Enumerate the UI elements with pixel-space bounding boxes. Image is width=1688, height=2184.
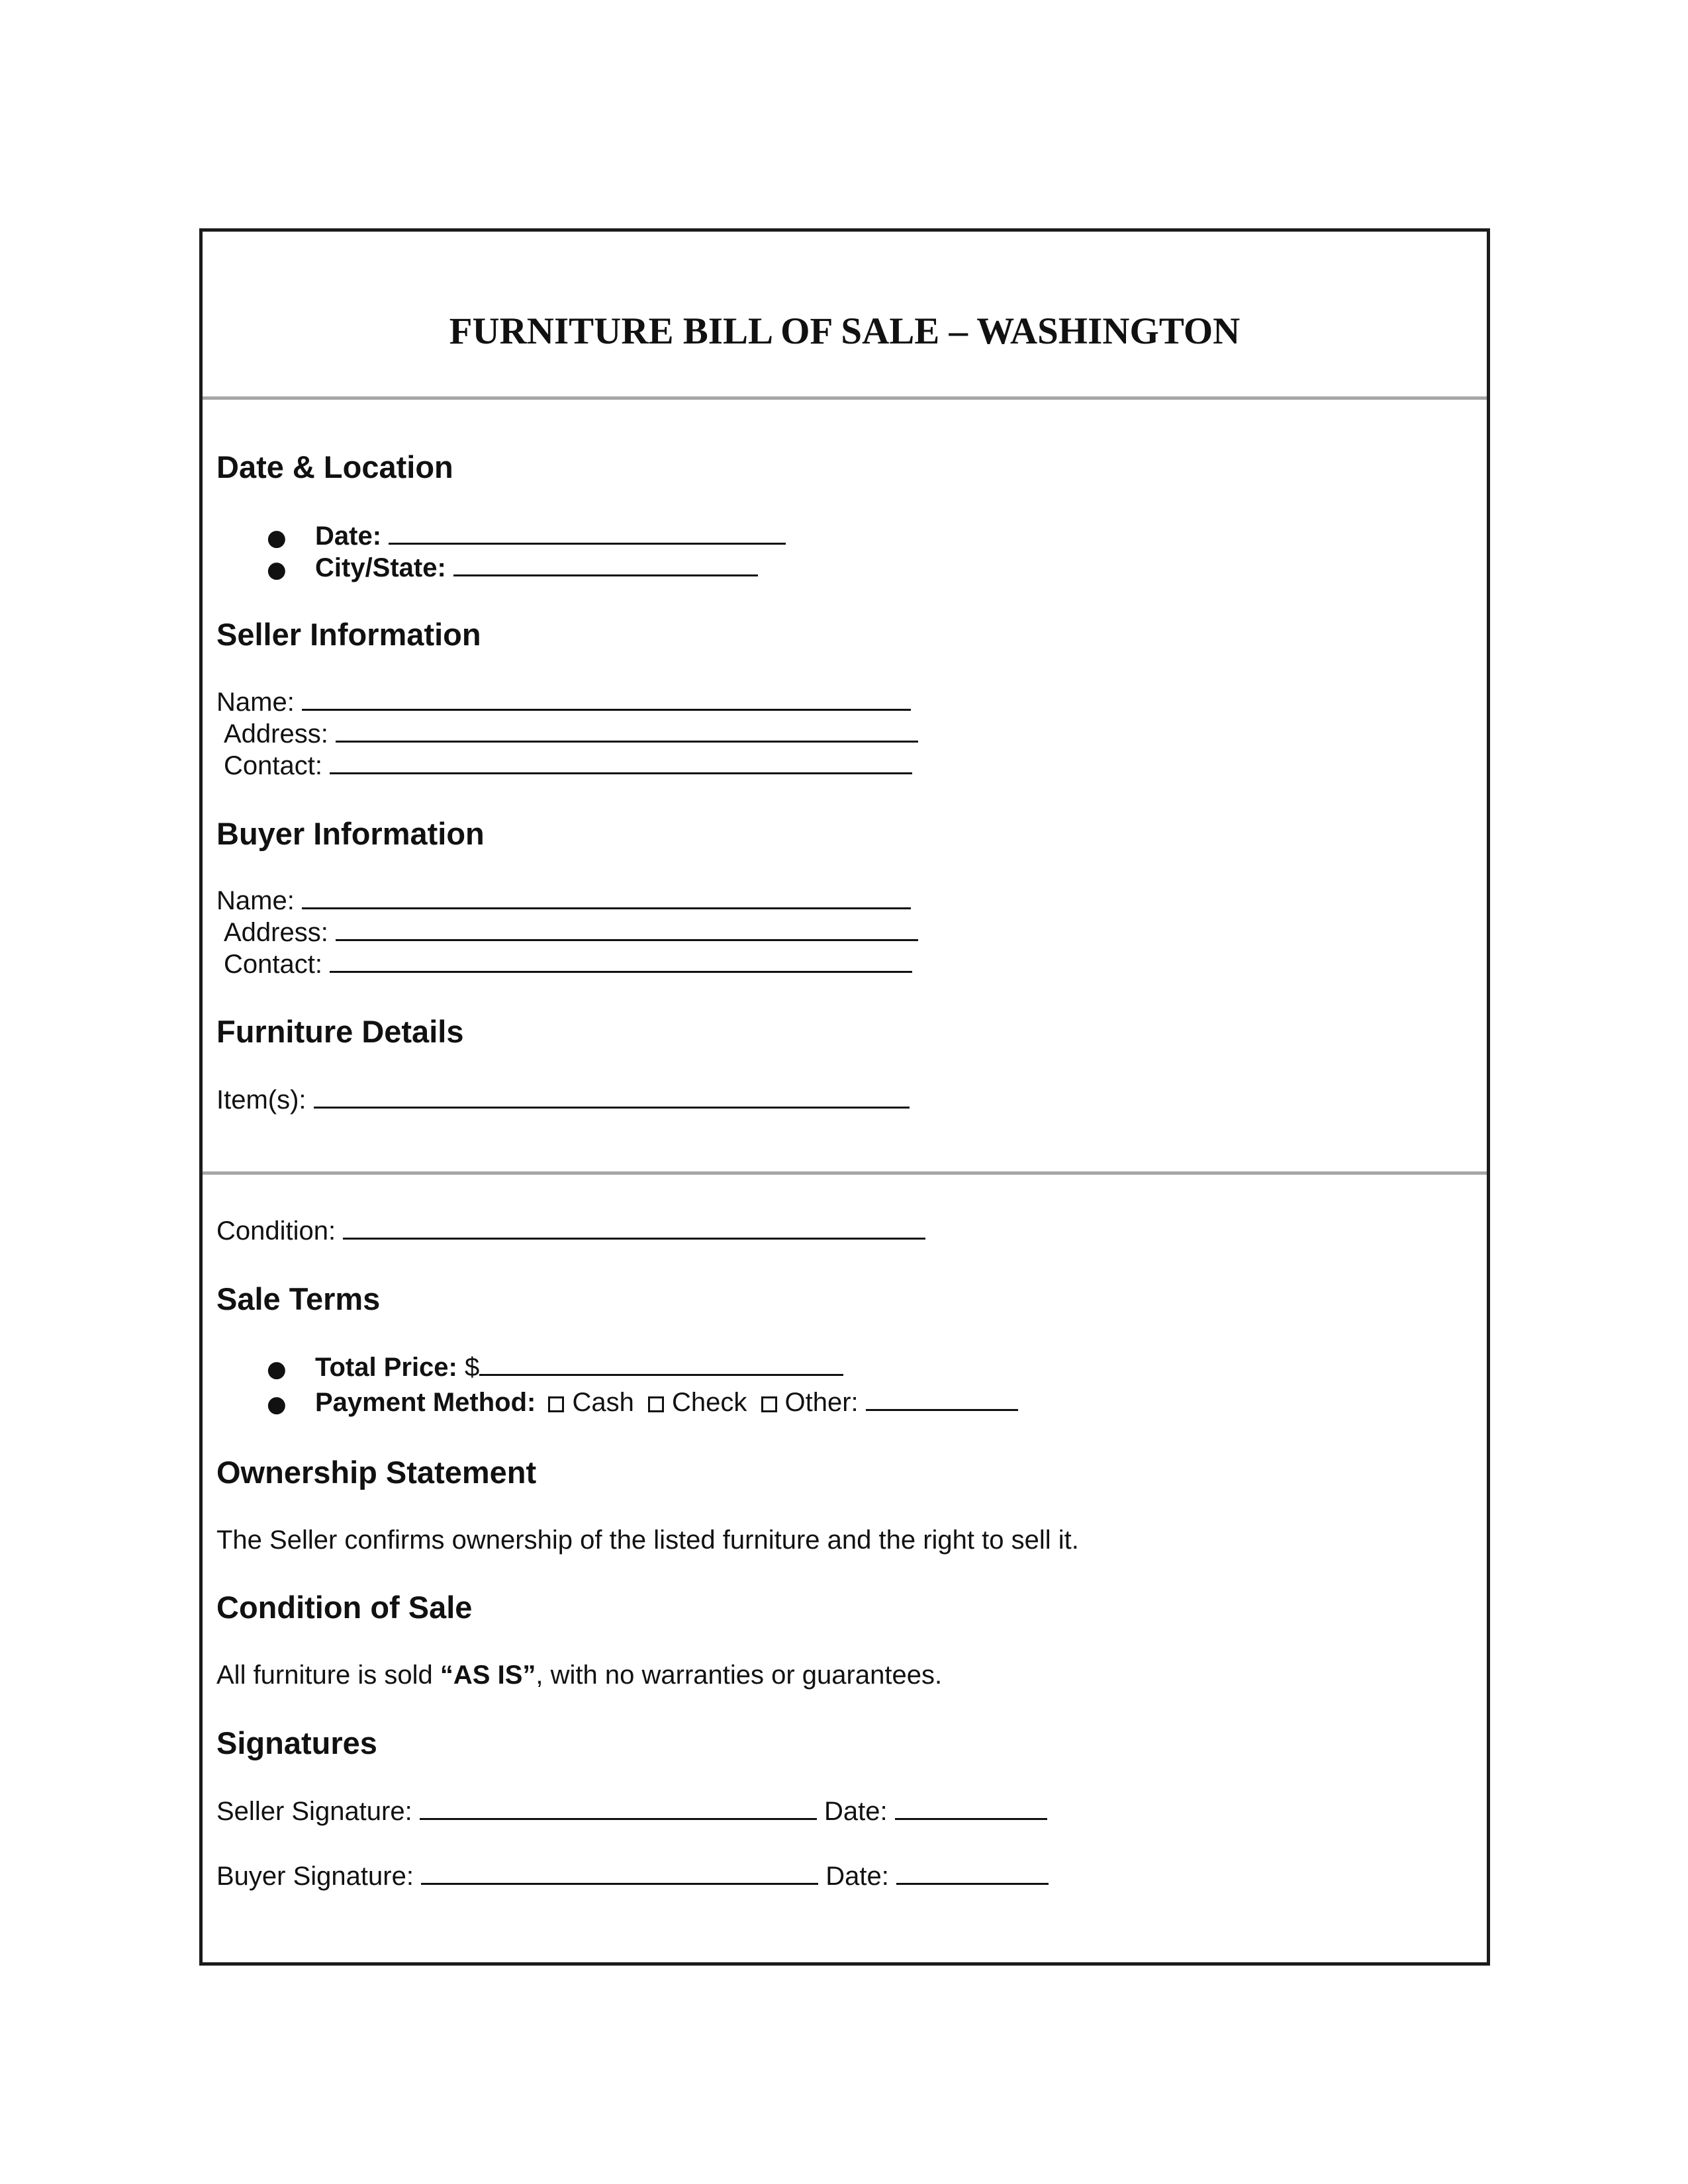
checkbox-icon[interactable] bbox=[548, 1396, 564, 1412]
bullet-icon: ● bbox=[267, 1391, 287, 1418]
city-state-label: City/State: bbox=[315, 553, 446, 582]
total-price-label: Total Price: bbox=[315, 1353, 457, 1382]
date-field bbox=[315, 523, 786, 549]
total-price-field bbox=[315, 1354, 843, 1381]
buyer-signature-date-input-line[interactable] bbox=[896, 1882, 1049, 1885]
seller-contact-field bbox=[224, 752, 912, 779]
condition-of-sale-text: All furniture is sold “AS IS”, with no warranties or guarantees. bbox=[216, 1661, 943, 1690]
seller-address-input-line[interactable] bbox=[336, 740, 918, 743]
seller-name-field bbox=[216, 689, 911, 715]
currency-symbol: $ bbox=[465, 1353, 480, 1382]
payment-option-cash[interactable]: Cash bbox=[548, 1388, 633, 1417]
city-state-input-line[interactable] bbox=[453, 574, 758, 576]
payment-option-other[interactable]: Other: bbox=[761, 1388, 859, 1417]
payment-option-check[interactable]: Check bbox=[648, 1388, 747, 1417]
buyer-signature-date-label: Date: bbox=[825, 1862, 889, 1891]
total-price-input-line[interactable] bbox=[479, 1373, 843, 1376]
seller-name-label: Name: bbox=[216, 688, 295, 717]
divider bbox=[203, 396, 1487, 400]
payment-method-field bbox=[315, 1389, 1018, 1416]
section-heading-condition-of-sale: Condition of Sale bbox=[216, 1590, 473, 1625]
condition-input-line[interactable] bbox=[343, 1237, 925, 1240]
bullet-icon: ● bbox=[267, 557, 287, 583]
items-input-line[interactable] bbox=[314, 1106, 910, 1109]
section-heading-sale-terms: Sale Terms bbox=[216, 1281, 381, 1316]
as-is-emphasis: “AS IS” bbox=[440, 1661, 536, 1690]
buyer-address-label: Address: bbox=[224, 918, 328, 947]
bullet-icon: ● bbox=[267, 1356, 287, 1383]
checkbox-icon[interactable] bbox=[761, 1396, 777, 1412]
bill-of-sale-form bbox=[199, 228, 1490, 1966]
checkbox-icon[interactable] bbox=[648, 1396, 664, 1412]
seller-name-input-line[interactable] bbox=[302, 708, 911, 711]
buyer-signature-field bbox=[216, 1863, 1049, 1889]
payment-method-label: Payment Method: bbox=[315, 1388, 536, 1417]
buyer-contact-field bbox=[224, 951, 912, 978]
section-heading-furniture: Furniture Details bbox=[216, 1014, 464, 1049]
section-heading-signatures: Signatures bbox=[216, 1725, 377, 1760]
seller-address-label: Address: bbox=[224, 719, 328, 749]
items-field bbox=[216, 1087, 910, 1113]
city-state-field bbox=[315, 555, 758, 581]
buyer-signature-input-line[interactable] bbox=[421, 1882, 818, 1885]
buyer-address-input-line[interactable] bbox=[336, 938, 918, 941]
form-title: FURNITURE BILL OF SALE – WASHINGTON bbox=[449, 310, 1241, 352]
seller-address-field bbox=[224, 721, 918, 747]
bullet-icon: ● bbox=[267, 525, 287, 551]
section-heading-seller: Seller Information bbox=[216, 617, 481, 652]
date-label: Date: bbox=[315, 522, 382, 551]
ownership-statement-text: The Seller confirms ownership of the listed furniture and the right to sell it. bbox=[216, 1525, 1079, 1555]
buyer-name-field bbox=[216, 887, 911, 914]
condition-field bbox=[216, 1218, 925, 1244]
buyer-address-field bbox=[224, 919, 918, 946]
seller-signature-field bbox=[216, 1798, 1047, 1825]
divider bbox=[203, 1171, 1487, 1175]
section-heading-buyer: Buyer Information bbox=[216, 816, 485, 851]
seller-contact-input-line[interactable] bbox=[330, 772, 912, 774]
section-heading-date-location: Date & Location bbox=[216, 449, 453, 484]
section-heading-ownership: Ownership Statement bbox=[216, 1455, 537, 1490]
seller-signature-label: Seller Signature: bbox=[216, 1797, 412, 1826]
buyer-name-input-line[interactable] bbox=[302, 907, 911, 909]
buyer-signature-label: Buyer Signature: bbox=[216, 1862, 414, 1891]
other-payment-input-line[interactable] bbox=[866, 1408, 1018, 1411]
buyer-contact-input-line[interactable] bbox=[330, 970, 912, 973]
seller-signature-date-label: Date: bbox=[823, 1797, 888, 1826]
date-input-line[interactable] bbox=[389, 542, 786, 545]
seller-contact-label: Contact: bbox=[224, 751, 322, 780]
condition-label: Condition: bbox=[216, 1216, 336, 1246]
buyer-contact-label: Contact: bbox=[224, 950, 322, 979]
seller-signature-input-line[interactable] bbox=[420, 1817, 817, 1820]
items-label: Item(s): bbox=[216, 1085, 306, 1115]
seller-signature-date-input-line[interactable] bbox=[895, 1817, 1047, 1820]
buyer-name-label: Name: bbox=[216, 886, 295, 915]
